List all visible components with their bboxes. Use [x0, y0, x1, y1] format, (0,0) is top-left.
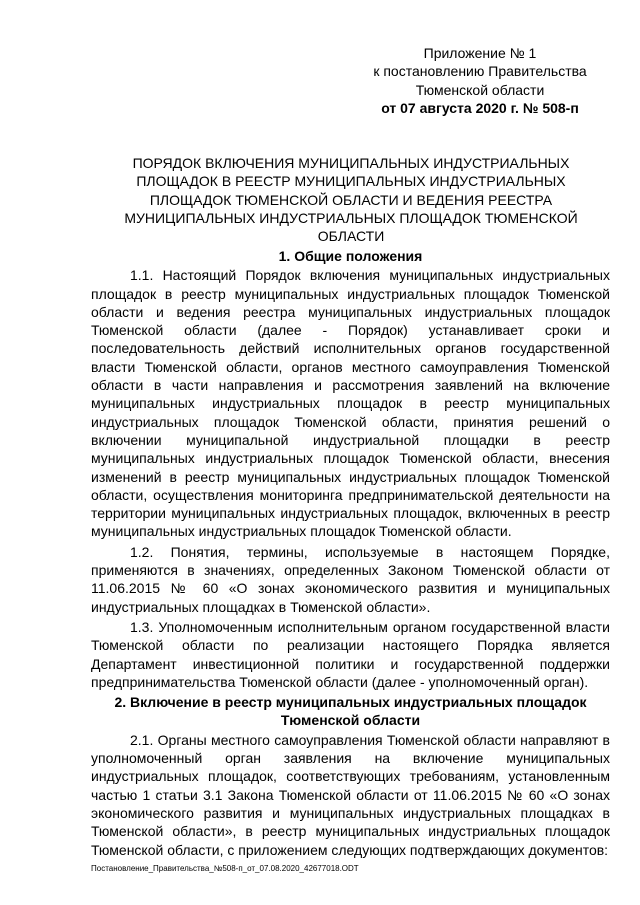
section-1-heading: 1. Общие положения [278, 248, 423, 264]
paragraph-1-2: 1.2. Понятия, термины, используемые в настоящем Порядке, применяются в значениях, определенных Законом Тюменской области от 11.06.2015 № 60 «О зонах экономического развития и муниципальных индустриальных площадках в Тюменской области». [91, 543, 610, 615]
appendix-number: Приложение № 1 [423, 45, 537, 61]
paragraph-1-1: 1.1. Настоящий Порядок включения муниципальных индустриальных площадок в реестр муниципальных индустриальных площадок Тюменской области и ведения реестра муниципальных индустриальных площадок Тюменской области (далее - Порядок) устанавливает сроки и последовательность действий исполнительных органов государственной власти Тюменской области, органов местного самоуправления Тюменской области в части направления и рассмотрения заявлений на включение муниципальных индустриальных площадок в реестр муниципальных индустриальных площадок Тюменской области, принятия решений о включении муниципальной индустриальной площадки в реестр муниципальных индустриальных площадок Тюменской области, внесения изменений в реестр муниципальных индустриальных площадок Тюменской области, осуществления мониторинга предпринимательской деятельности на территории муниципальных индустриальных площадок, включенных в реестр муниципальных индустриальных площадок Тюменской области. [91, 267, 610, 540]
appendix-region: Тюменской области [415, 81, 545, 98]
document-title: ПОРЯДОК ВКЛЮЧЕНИЯ МУНИЦИПАЛЬНЫХ ИНДУСТРИАЛЬНЫХ ПЛОЩАДОК В РЕЕСТР МУНИЦИПАЛЬНЫХ ИНДУСТРИАЛЬНЫХ ПЛОЩАДОК ТЮМЕНСКОЙ ОБЛАСТИ И ВЕДЕНИЯ РЕЕСТРА МУНИЦИПАЛЬНЫХ ИНДУСТРИАЛЬНЫХ ПЛОЩАДОК ТЮМЕНСКОЙ ОБЛАСТИ [124, 155, 578, 245]
paragraph-1-3: 1.3. Уполномоченным исполнительным органом государственной власти Тюменской области по реализации настоящего Порядка является Департамент инвестиционной политики и государственной поддержки предпринимательства Тюменской области (далее - уполномоченный орган). [91, 618, 610, 690]
appendix-block [360, 44, 600, 117]
footer-filename: Постановление_Правительства_№508-п_от_07.08.2020_42677018.ODT [91, 864, 359, 873]
appendix-reference: к постановлению Правительства [373, 63, 587, 80]
document-body [91, 247, 610, 861]
appendix-date-number: от 07 августа 2020 г. № 508-п [381, 99, 579, 116]
paragraph-2-1: 2.1. Органы местного самоуправления Тюменской области направляют в уполномоченный орган заявления на включение муниципальных индустриальных площадок, соответствующих требованиям, установленным частью 1 статьи 3.1 Закона Тюменской области от 11.06.2015 № 60 «О зонах экономического развития и муниципальных индустриальных площадках в Тюменской области», в реестр муниципальных индустриальных площадок Тюменской области, с приложением следующих подтверждающих документов: [91, 731, 610, 858]
section-2-heading: 2. Включение в реестр муниципальных индустриальных площадок Тюменской области [114, 694, 587, 729]
